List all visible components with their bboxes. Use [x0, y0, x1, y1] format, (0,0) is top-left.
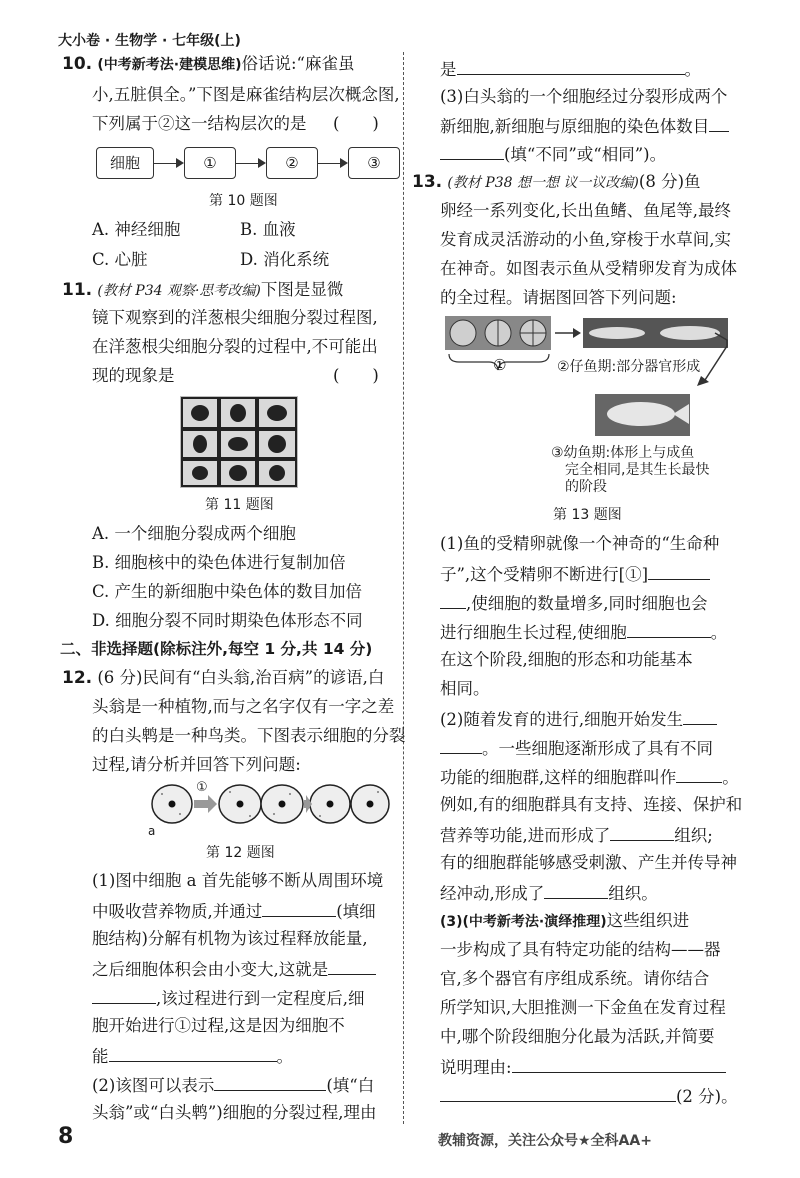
q13-p3-tag: (3)(中考新考法·演绎推理) — [440, 914, 607, 930]
q12-blank-6b[interactable] — [440, 141, 504, 160]
q13-p1-6: 相同。 — [440, 679, 490, 698]
q12-p3-1: (3)白头翁的一个细胞经过分裂形成两个 — [440, 87, 728, 106]
q13-p3-3: 官,多个器官有序组成系统。请你结合 — [440, 969, 710, 988]
q10-box-2: ② — [266, 147, 318, 179]
q12-blank-6a[interactable] — [709, 113, 729, 132]
q12-text-4: 过程,请分析并回答下列问题: — [92, 755, 301, 774]
q13-p3-1 — [440, 909, 689, 934]
q13-p2-5b: 组织; — [674, 826, 713, 845]
q13-text-3: 发育成灵活游动的小鱼,穿梭于水草间,实 — [440, 230, 731, 249]
q12-p1-5b: ,该过程进行到一定程度后,细 — [156, 989, 365, 1008]
q12-text-2: 头翁是一种植物,而与之名字仅有一字之差 — [92, 697, 395, 716]
q13-p3-5: 中,哪个阶段细胞分化最为活跃,并简要 — [440, 1027, 715, 1046]
q12-reason-line — [440, 56, 701, 82]
q13-p2-2 — [440, 735, 713, 761]
q13-blank-5[interactable] — [610, 822, 674, 841]
q12-p1-2 — [92, 898, 376, 924]
q13-p2-4: 例如,有的细胞群具有支持、连接、保护和 — [440, 795, 743, 814]
q10-answer-paren: ( ) — [333, 114, 379, 133]
q13-p1-2 — [440, 561, 710, 587]
q10-arrow-2 — [236, 163, 264, 164]
q12-reason-b: 。 — [684, 60, 701, 79]
q13-fig-label-3c: 的阶段 — [565, 479, 607, 495]
q13-p1-3a: ,使细胞的数量增多,同时细胞也会 — [466, 594, 708, 613]
q13-p2-2a: 。一些细胞逐渐形成了具有不同 — [482, 739, 713, 758]
q10-box-3: ③ — [348, 147, 400, 179]
q13-blank-1b[interactable] — [440, 590, 466, 609]
q12-cell-division-figure — [150, 780, 390, 832]
q12-p2-1a: (2)该图可以表示 — [92, 1076, 215, 1095]
q13-fig-label-3b: 完全相同,是其生长最快 — [565, 462, 710, 478]
q13-p1-4 — [440, 619, 727, 645]
q11-number: 11. — [62, 280, 93, 300]
q13-blank-1a[interactable] — [648, 561, 710, 580]
q13-blank-7a[interactable] — [512, 1054, 726, 1073]
q13-blank-4[interactable] — [676, 764, 722, 783]
q11-answer-paren: ( ) — [333, 366, 379, 385]
q13-p2-3b: 。 — [722, 768, 739, 787]
q13-fig-label-3a: ③幼鱼期:体形上与成鱼 — [551, 445, 695, 461]
q10-box-cell: 细胞 — [96, 147, 154, 179]
q10-caption: 第 10 题图 — [209, 193, 278, 209]
q13-p3-6 — [440, 1054, 726, 1080]
q11-option-d: D. 细胞分裂不同时期染色体形态不同 — [92, 611, 363, 630]
q12-p1-4 — [92, 956, 376, 982]
q13-fig-label-2: ②仔鱼期:部分器官形成 — [557, 359, 701, 375]
q11-micrograph — [180, 396, 298, 488]
header-title: 大小卷 · 生物学 · 七年级(上) — [58, 33, 241, 49]
q11-option-c: C. 产生的新细胞中染色体的数目加倍 — [92, 582, 363, 601]
q13-fig-label-1: ① — [493, 356, 507, 374]
q12-blank-1[interactable] — [262, 898, 336, 917]
q11-text-1: 下图是显微 — [260, 280, 344, 299]
q10-tag: (中考新考法·建模思维) — [97, 57, 242, 73]
q13-p2-7a: 经冲动,形成了 — [440, 884, 545, 903]
q13-caption: 第 13 题图 — [553, 507, 622, 523]
q12-p3-2 — [440, 113, 729, 139]
q12-p3-3a: (填“不同”或“相同”)。 — [504, 145, 667, 164]
q12-line-1 — [62, 666, 384, 690]
q10-option-b: B. 血液 — [240, 220, 296, 239]
q12-fig-label-1: ① — [196, 780, 208, 795]
q12-p1-7a: 能 — [92, 1047, 109, 1066]
q11-option-b: B. 细胞核中的染色体进行复制加倍 — [92, 553, 346, 572]
q13-p2-7 — [440, 880, 658, 906]
q11-text-4: 现的现象是 — [92, 366, 175, 385]
q12-p1-7 — [92, 1043, 293, 1069]
q13-line-1 — [412, 170, 701, 195]
q12-p1-5 — [92, 985, 365, 1011]
q13-p3-7 — [440, 1083, 738, 1109]
q13-blank-6[interactable] — [544, 880, 608, 899]
q12-p2-1 — [92, 1072, 374, 1098]
q13-p3-2: 一步构成了具有特定功能的结构——器 — [440, 940, 721, 959]
q13-p3-6a: 说明理由: — [440, 1058, 512, 1077]
q13-tag: (教材 P38 想一想 议一议改编) — [447, 175, 639, 191]
q12-p1-7b: 。 — [276, 1047, 293, 1066]
q13-p3-end: (2 分)。 — [676, 1087, 738, 1106]
q13-fish-development-figure — [445, 316, 730, 456]
q12-p1-6: 胞开始进行①过程,这是因为细胞不 — [92, 1016, 345, 1035]
q11-text-3: 在洋葱根尖细胞分裂的过程中,不可能出 — [92, 337, 378, 356]
q11-option-a: A. 一个细胞分裂成两个细胞 — [92, 524, 296, 543]
q13-number: 13. — [412, 172, 443, 192]
q13-p2-5 — [440, 822, 713, 848]
q11-caption: 第 11 题图 — [205, 497, 274, 513]
q12-p2-1b: (填“白 — [326, 1076, 375, 1095]
page-number: 8 — [58, 1124, 74, 1149]
footer-note: 教辅资源，关注公众号★全科AA+ — [438, 1133, 652, 1149]
q10-number: 10. — [62, 54, 93, 74]
q12-p2-2: 头翁”或“白头鹎”)细胞的分裂过程,理由 — [92, 1103, 377, 1122]
q11-tag: (教材 P34 观察·思考改编) — [97, 283, 261, 299]
column-divider — [403, 52, 404, 1124]
q13-blank-3a[interactable] — [683, 706, 717, 725]
q13-blank-2[interactable] — [627, 619, 711, 638]
q13-p1-1: (1)鱼的受精卵就像一个神奇的“生命种 — [440, 534, 720, 553]
q13-p1-3 — [440, 590, 708, 616]
q10-line-1 — [62, 52, 355, 77]
q12-p1-1: (1)图中细胞 a 首先能够不断从周围环境 — [92, 871, 384, 890]
q12-blank-4[interactable] — [214, 1072, 326, 1091]
q13-blank-7b[interactable] — [440, 1083, 676, 1102]
q10-text-2: 小,五脏俱全。”下图是麻雀结构层次概念图, — [92, 85, 400, 104]
q13-text-5: 的全过程。请据图回答下列问题: — [440, 288, 677, 307]
q10-box-1: ① — [184, 147, 236, 179]
q12-blank-2a[interactable] — [328, 956, 376, 975]
q12-p3-3 — [440, 141, 666, 167]
q13-p2-6: 有的细胞群能够感受刺激、产生并传导神 — [440, 853, 737, 872]
q12-text-1: (6 分)民间有“白头翁,治百病”的谚语,白 — [97, 668, 385, 687]
q13-p2-5a: 营养等功能,进而形成了 — [440, 826, 611, 845]
q12-caption: 第 12 题图 — [206, 845, 275, 861]
q13-blank-3b[interactable] — [440, 735, 482, 754]
q12-reason-a: 是 — [440, 60, 457, 79]
q13-p2-3a: 功能的细胞群,这样的细胞群叫作 — [440, 768, 677, 787]
q12-number: 12. — [62, 668, 93, 688]
q10-arrow-1 — [154, 163, 182, 164]
q13-p2-3 — [440, 764, 739, 790]
q11-text-2: 镜下观察到的洋葱根尖细胞分裂过程图, — [92, 308, 378, 327]
q10-option-a: A. 神经细胞 — [92, 220, 181, 239]
q13-p3-1b: 这些组织进 — [606, 911, 690, 930]
q10-arrow-3 — [318, 163, 346, 164]
q12-fig-label-a: a — [148, 824, 156, 838]
q13-text-1: (8 分)鱼 — [638, 172, 701, 191]
section-2-heading: 二、非选择题(除标注外,每空 1 分,共 14 分) — [60, 640, 373, 658]
q13-p2-1a: (2)随着发育的进行,细胞开始发生 — [440, 710, 684, 729]
q13-text-2: 卵经一系列变化,长出鱼鳍、鱼尾等,最终 — [440, 201, 731, 220]
q12-blank-3[interactable] — [109, 1043, 277, 1062]
q13-p1-5: 在这个阶段,细胞的形态和功能基本 — [440, 650, 693, 669]
q12-p1-2b: (填细 — [336, 902, 376, 921]
q12-p1-3: 胞结构)分解有机物为该过程释放能量, — [92, 929, 368, 948]
q13-p2-1 — [440, 706, 717, 732]
q13-egg-strip — [445, 316, 551, 350]
q13-p1-2a: 子”,这个受精卵不断进行[①] — [440, 565, 649, 584]
q12-p1-4a: 之后细胞体积会由小变大,这就是 — [92, 960, 329, 979]
q10-text-1: 俗话说:“麻雀虽 — [241, 54, 355, 73]
q12-blank-2b[interactable] — [92, 985, 156, 1004]
q13-p1-4b: 。 — [710, 623, 728, 642]
q12-p1-2a: 中吸收营养物质,并通过 — [92, 902, 263, 921]
q10-text-3: 下列属于②这一结构层次的是 — [92, 114, 307, 133]
q10-option-c: C. 心脏 — [92, 250, 148, 269]
q12-p3-2a: 新细胞,新细胞与原细胞的染色体数目 — [440, 117, 710, 136]
q10-option-d: D. 消化系统 — [240, 250, 330, 269]
q12-blank-5[interactable] — [457, 56, 685, 75]
q13-p3-4: 所学知识,大胆推测一下金鱼在发育过程 — [440, 998, 726, 1017]
q13-p2-7b: 组织。 — [608, 884, 658, 903]
q11-line-1 — [62, 278, 343, 303]
q13-p1-4a: 进行细胞生长过程,使细胞 — [440, 623, 627, 642]
q13-text-4: 在神奇。如图表示鱼从受精卵发育为成体 — [440, 259, 737, 278]
q12-text-3: 的白头鹎是一种鸟类。下图表示细胞的分裂 — [92, 726, 406, 745]
